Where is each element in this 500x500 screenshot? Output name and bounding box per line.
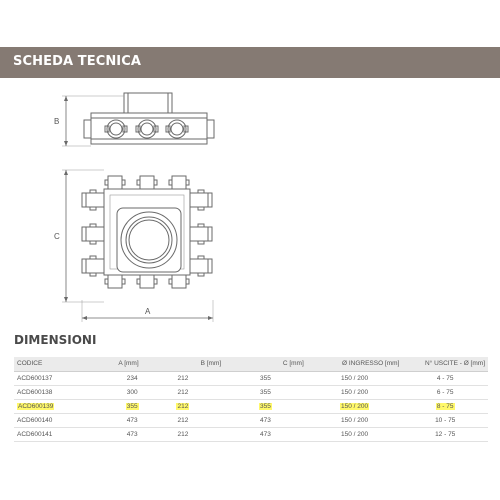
- cell-a: [88, 371, 142, 385]
- cell-code: [14, 413, 88, 427]
- dimensions-title: DIMENSIONI: [14, 333, 97, 347]
- cell-code: [14, 427, 88, 441]
- cell-outlets: [402, 413, 488, 427]
- table-row: [14, 371, 488, 385]
- table-row: [14, 399, 488, 413]
- top-outlets: [105, 176, 189, 189]
- cell-inlet-text: 150 / 200: [341, 416, 369, 424]
- cell-inlet: [307, 427, 403, 441]
- column-header: CODICE: [14, 357, 88, 371]
- cell-b: [142, 371, 225, 385]
- column-header: C [mm]: [224, 357, 307, 371]
- cell-code: [14, 371, 88, 385]
- cell-outlets-text: 6 - 75: [436, 388, 454, 396]
- cell-inlet-text: 150 / 200: [341, 374, 369, 382]
- table-row: [14, 427, 488, 441]
- cell-a-text: 234: [126, 374, 138, 382]
- cell-b-text: 212: [177, 402, 189, 410]
- cell-inlet: [307, 385, 403, 399]
- cell-outlets-text: 8 - 75: [436, 402, 454, 410]
- cell-a-text: 355: [126, 402, 138, 410]
- left-outlets: [82, 190, 104, 276]
- cell-code-text: ACD600138: [17, 388, 53, 396]
- cell-c: [224, 427, 307, 441]
- bottom-outlets: [105, 275, 189, 288]
- cell-c-text: 355: [260, 374, 271, 382]
- column-header: N° USCITE - Ø [mm]: [402, 357, 488, 371]
- cell-b: [142, 385, 225, 399]
- cell-outlets-text: 10 - 75: [435, 416, 456, 424]
- cell-code-text: ACD600137: [17, 374, 53, 382]
- right-outlets: [190, 190, 212, 276]
- cell-outlets: [402, 385, 488, 399]
- cell-c: [224, 385, 307, 399]
- cell-b-text: 212: [177, 374, 189, 382]
- cell-c-text: 473: [260, 430, 271, 438]
- cell-b: [142, 427, 225, 441]
- top-view-drawing: [62, 170, 213, 322]
- column-header: A [mm]: [88, 357, 142, 371]
- side-view-drawing: [62, 93, 214, 146]
- cell-c: [224, 413, 307, 427]
- table-header-row: [14, 357, 488, 371]
- cell-b: [142, 399, 225, 413]
- dim-label-a: A: [145, 307, 151, 316]
- cell-b: [142, 413, 225, 427]
- dimensions-table: [14, 357, 488, 442]
- cell-outlets: [402, 399, 488, 413]
- cell-a: [88, 413, 142, 427]
- cell-code: [14, 385, 88, 399]
- cell-code-text: ACD600140: [17, 416, 53, 424]
- cell-outlets-text: 12 - 75: [435, 430, 456, 438]
- cell-outlets: [402, 427, 488, 441]
- cell-outlets: [402, 371, 488, 385]
- cell-a: [88, 385, 142, 399]
- cell-inlet: [307, 399, 403, 413]
- cell-c: [224, 399, 307, 413]
- cell-b-text: 212: [177, 430, 189, 438]
- cell-inlet-text: 150 / 200: [341, 402, 369, 410]
- cell-c-text: 355: [260, 402, 271, 410]
- cell-code-text: ACD600141: [17, 430, 53, 438]
- cell-b-text: 212: [177, 388, 189, 396]
- dim-label-c: C: [54, 232, 60, 241]
- table-row: [14, 413, 488, 427]
- cell-outlets-text: 4 - 75: [436, 374, 454, 382]
- cell-a-text: 473: [126, 416, 138, 424]
- cell-c-text: 473: [260, 416, 271, 424]
- column-header: B [mm]: [142, 357, 225, 371]
- table-row: [14, 385, 488, 399]
- cell-a-text: 473: [126, 430, 138, 438]
- cell-code: [14, 399, 88, 413]
- cell-c-text: 355: [260, 388, 271, 396]
- cell-code-text: ACD600139: [18, 402, 54, 410]
- cell-a: [88, 399, 142, 413]
- cell-inlet: [307, 413, 403, 427]
- cell-a: [88, 427, 142, 441]
- cell-inlet-text: 150 / 200: [341, 388, 369, 396]
- cell-inlet-text: 150 / 200: [341, 430, 369, 438]
- cell-a-text: 300: [126, 388, 138, 396]
- cell-b-text: 212: [177, 416, 189, 424]
- dim-label-b: B: [54, 117, 60, 126]
- cell-inlet: [307, 371, 403, 385]
- page-title: SCHEDA TECNICA: [13, 54, 142, 69]
- column-header: Ø INGRESSO [mm]: [307, 357, 403, 371]
- cell-c: [224, 371, 307, 385]
